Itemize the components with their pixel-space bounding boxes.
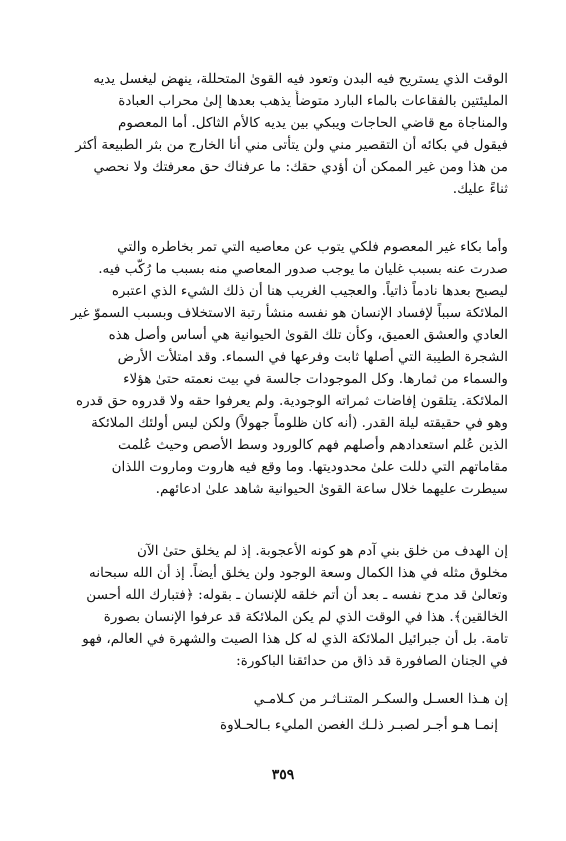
text-line: وأما بكاء غير المعصوم فلكي يتوب عن معاصيه التي تمر بخاطره والتي: [117, 239, 508, 255]
text-line: إن الهدف من خلق بني آدم هو كونه الأعجوبة. إذ لم يخلق حتىٰ الآن: [136, 543, 508, 559]
text-line: المليئتين بالفقاعات بالماء البارد متوضأً يذهب بعدها إلىٰ محراب العبادة: [118, 93, 508, 109]
paragraph-1: [54, 68, 508, 200]
text-line: مقاماتهم التي دللت علىٰ محدوديتها. وما وقع فيه هاروت وماروت اللذان: [111, 459, 508, 475]
text-line: الوقت الذي يستريح فيه البدن وتعود فيه القوىٰ المتحللة، ينهض ليغسل يديه: [93, 71, 508, 87]
text-line: في الجنان الصافورة قد ذاق من حدائقنا الباكورة:: [236, 653, 508, 669]
text-line: وهو في حقيقته ليلة القدر. (أنه كان ظلوماً جهولاً) ولكن ليس أولئك الملائكة: [91, 415, 508, 431]
text-line: العادي والعشق العميق، وكأن تلك القوىٰ الحيوانية هي أساس وأصل هذه: [108, 327, 508, 343]
poem-line-2: إنمـا هـو أجـر لصبـر ذلـك الغصن المليء بـالحـلاوة: [220, 717, 498, 733]
text-line: والسماء من ثمارها. وكل الموجودات جالسة في بيت نعمته حتىٰ هؤلاء: [123, 371, 508, 387]
text-line: ليصبح بعدها نادماً ذاتياً. والعجيب الغريب هنا أن ذلك الشيء الذي اعتبره: [111, 283, 508, 299]
text-line: من هذا ومن غير الممكن أن أؤدي حقك: ما عرفناك حق معرفتك ولا نحصي: [93, 159, 508, 175]
text-line: الشجرة الطيبة التي أصلها ثابت وفرعها في السماء. وقد امتلأت الأرض: [117, 349, 508, 365]
text-line: فيقول في بكائه أن التقصير مني ولن يتأتى مني أنا الخارج من بثر الطبيعة أكثر: [75, 137, 508, 153]
text-line: ثناءً عليك.: [452, 181, 508, 197]
text-line: تامة. بل أن جبرائيل الملائكة الذي له كل هذا الصيت والشهرة في العالم، فهو: [82, 631, 508, 647]
text-line: الذين عُلم استعدادهم وأصلهم فهم كالورود وسط الأصص وحيث عُلمت: [117, 437, 508, 453]
text-line: الخالقين﴾. هذا في الوقت الذي لم يكن الملائكة قد عرفوا الإنسان بصورة: [103, 609, 508, 625]
text-line: الملائكة. يتلقون إفاضات ثمراته الوجودية. ولم يعرفوا حقه ولا قدروه حق قدره: [75, 393, 508, 409]
text-line: وتعالىٰ قد مدح نفسه ـ بعد أن أتم خلقه للإنسان ـ بقوله: ﴿فتبارك الله أحسن: [86, 587, 508, 603]
text-line: مخلوق مثله في هذا الكمال وسعة الوجود ولن يخلق أيضاً. إذ أن الله سبحانه: [89, 565, 508, 581]
poem-line-1: إن هـذا العسـل والسكـر المتنـاثـر من كـلامـي: [253, 691, 508, 707]
paragraph-3: [54, 540, 508, 672]
text-line: صدرت عنه بسبب غليان ما يوجب صدور المعاصي منه بسبب ما رُكّب فيه.: [98, 261, 508, 277]
paragraph-2: [54, 236, 508, 500]
page-number: ٣٥٩: [271, 767, 295, 783]
text-line: والمناجاة مع قاضي الحاجات ويبكي بين يديه كالأم الثاكل. أما المعصوم: [118, 115, 508, 131]
text-line: سيطرت عليهما خلال ساعة القوىٰ الحيوانية شاهد علىٰ ادعائهم.: [155, 481, 508, 497]
text-line: الملائكة سبباً لإفساد الإنسان هو نفسه منشأ رتبة الاستخلاف وبسبب السموّ غير: [70, 305, 508, 321]
